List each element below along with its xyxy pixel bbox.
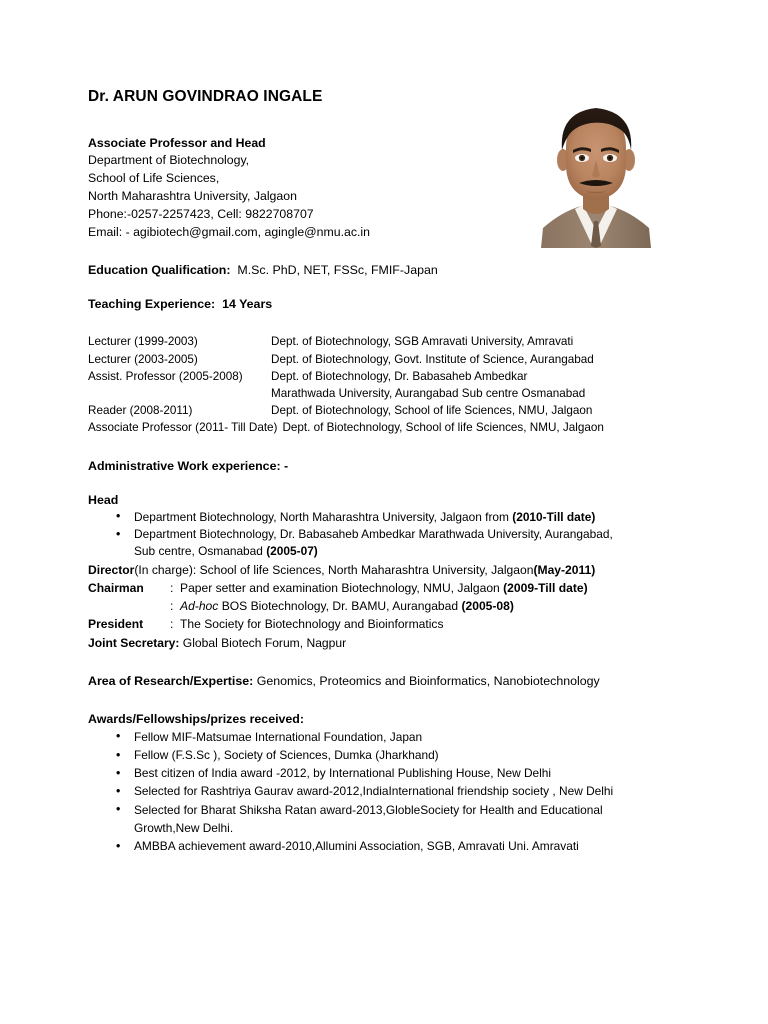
chairman-key: Chairman [88, 581, 144, 596]
page-title: Dr. ARUN GOVINDRAO INGALE [88, 88, 323, 105]
award-text: Fellow (F.S.Sc ), Society of Sciences, Dumka (Jharkhand) [134, 748, 439, 763]
director-key: Director [88, 562, 135, 577]
award-text: Fellow MIF-Matsumae International Foundation, Japan [134, 729, 423, 744]
research-label: Area of Research/Expertise: [88, 673, 254, 688]
experience-table [88, 333, 688, 436]
contact-block [88, 135, 688, 242]
chairman-sep: : [170, 581, 174, 596]
experience-role: Lecturer (2003-2005) [88, 352, 198, 366]
education-qualification-row [88, 261, 688, 279]
table-row [88, 368, 688, 385]
president-value: The Society for Biotechnology and Bioinformatics [180, 617, 444, 632]
head-bullet-list [88, 509, 688, 561]
experience-role: Associate Professor (2011- Till Date) [88, 421, 278, 435]
teaching-value: 14 Years [222, 297, 273, 312]
list-item [88, 764, 688, 782]
table-row [88, 402, 688, 419]
experience-desc: Dept. of Biotechnology, School of life Sciences, NMU, Jalgaon [282, 421, 604, 435]
award-text: Best citizen of India award -2012, by International Publishing House, New Delhi [134, 766, 552, 781]
chairman-adhoc-row [88, 597, 688, 615]
head-bullet-text-2: Sub centre, Osmanabad [134, 544, 267, 559]
director-value-bold: (May-2011) [533, 562, 596, 577]
award-text: Selected for Rashtriya Gaurav award-2012,IndiaInternational friendship society , New Delhi [134, 784, 614, 799]
chairman-value-text: Paper setter and examination Biotechnology, NMU, Jalgaon [180, 581, 504, 596]
experience-desc: Dept. of Biotechnology, Dr. Babasaheb Ambedkar [271, 369, 528, 383]
chairman-adhoc-text: BOS Biotechnology, Dr. BAMU, Aurangabad [218, 599, 462, 614]
list-item [88, 509, 688, 526]
experience-role: Lecturer (1999-2003) [88, 335, 198, 349]
list-item [88, 801, 688, 837]
joint-secretary-value: Global Biotech Forum, Nagpur [182, 635, 347, 650]
experience-desc-continuation: Marathwada University, Aurangabad Sub centre Osmanabad [271, 386, 586, 400]
award-text: Selected for Bharat Shiksha Ratan award-2013,GlobleSociety for Health and Educational [134, 802, 603, 817]
president-sep: : [170, 617, 174, 632]
research-area-row [88, 672, 688, 690]
department-line: Department of Biotechnology, [88, 153, 250, 168]
list-item [88, 837, 688, 855]
awards-list [88, 728, 688, 855]
director-value: School of life Sciences, North Maharashtra University, Jalgaon [199, 562, 534, 577]
list-item [88, 728, 688, 746]
list-item [88, 526, 688, 561]
phone-line: Phone:-0257-2257423, Cell: 9822708707 [88, 206, 314, 221]
administrative-heading: Administrative Work experience: - [88, 458, 289, 473]
head-bullet-bold-2: (2005-07) [266, 544, 318, 559]
president-row [88, 615, 688, 633]
position-line: Associate Professor and Head [88, 135, 266, 150]
chairman-adhoc-value [180, 597, 688, 615]
table-row [88, 351, 688, 368]
director-sep: : [192, 562, 197, 577]
teaching-label: Teaching Experience: [88, 297, 216, 312]
head-subheading: Head [88, 492, 119, 507]
list-item [88, 746, 688, 764]
joint-secretary-key: Joint Secretary: [88, 635, 180, 650]
chairman-value-bold: (2009-Till date) [503, 581, 588, 596]
university-line: North Maharashtra University, Jalgaon [88, 188, 297, 203]
experience-role: Assist. Professor (2005-2008) [88, 369, 243, 383]
director-row [88, 561, 688, 579]
director-key-regular: (In charge) [134, 562, 193, 577]
chairman-adhoc-sep: : [170, 599, 174, 614]
education-label: Education Qualification: [88, 263, 231, 278]
education-value: M.Sc. PhD, NET, FSSc, FMIF-Japan [237, 263, 438, 278]
teaching-experience-row [88, 295, 688, 313]
list-item [88, 782, 688, 800]
president-key: President [88, 617, 144, 632]
experience-role: Reader (2008-2011) [88, 404, 193, 418]
table-row [88, 419, 688, 436]
email-line: Email: - agibiotech@gmail.com, agingle@nmu.ac.in [88, 224, 370, 239]
award-text: AMBBA achievement award-2010,Allumini Association, SGB, Amravati Uni. Amravati [134, 839, 579, 854]
school-line: School of Life Sciences, [88, 171, 220, 186]
awards-heading: Awards/Fellowships/prizes received: [88, 711, 305, 726]
head-bullet-text: Department Biotechnology, North Maharashtra University, Jalgaon from [134, 509, 513, 524]
chairman-row [88, 579, 688, 597]
experience-desc: Dept. of Biotechnology, Govt. Institute of Science, Aurangabad [271, 352, 594, 366]
research-value: Genomics, Proteomics and Bioinformatics, Nanobiotechnology [256, 673, 600, 688]
award-text-2: Growth,New Delhi. [134, 820, 234, 835]
experience-desc: Dept. of Biotechnology, SGB Amravati University, Amravati [271, 335, 574, 349]
table-row [88, 333, 688, 350]
head-bullet-text: Department Biotechnology, Dr. Babasaheb Ambedkar Marathwada University, Aurangabad, [134, 527, 613, 541]
document-body [88, 88, 688, 855]
joint-secretary-row [88, 634, 688, 652]
chairman-adhoc-bold: (2005-08) [461, 599, 514, 614]
experience-desc: Dept. of Biotechnology, School of life Sciences, NMU, Jalgaon [271, 404, 593, 418]
chairman-value [180, 579, 688, 597]
adhoc-italic: Ad-hoc [180, 599, 219, 614]
head-bullet-bold: (2010-Till date) [512, 509, 596, 524]
